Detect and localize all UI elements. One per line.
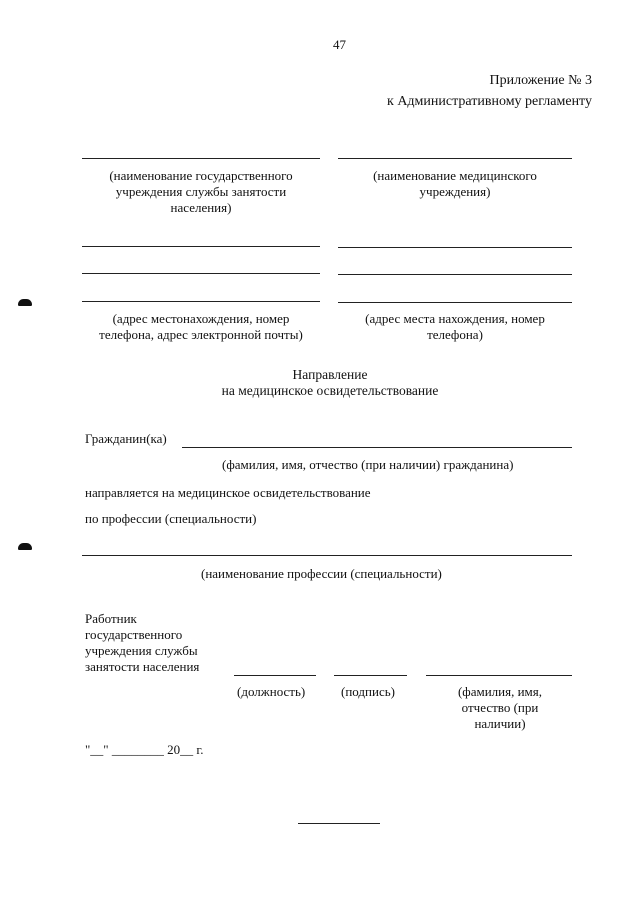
medical-institution-name-line[interactable]: [338, 158, 572, 159]
position-caption: (должность): [237, 684, 306, 699]
date-line[interactable]: "__" ________ 20__ г.: [85, 742, 204, 757]
profession-caption: (наименование профессии (специальности): [201, 566, 442, 581]
appendix-title: Приложение № 3: [489, 73, 592, 88]
medical-institution-address-line-3[interactable]: [338, 302, 572, 303]
medical-institution-name-caption: (наименование медицинского учреждения): [373, 168, 537, 199]
medical-institution-address-line-2[interactable]: [338, 274, 572, 275]
punch-hole-top: [18, 299, 32, 306]
appendix-subtitle: к Административному регламенту: [387, 94, 592, 109]
bottom-divider: [298, 823, 380, 824]
medical-institution-address-line-1[interactable]: [338, 247, 572, 248]
employment-service-address-line-3[interactable]: [82, 301, 320, 302]
employment-service-address-line-2[interactable]: [82, 273, 320, 274]
citizen-name-caption: (фамилия, имя, отчество (при наличии) гражданина): [222, 457, 514, 472]
citizen-label: Гражданин(ка): [85, 431, 167, 446]
citizen-name-line[interactable]: [182, 447, 572, 448]
position-line[interactable]: [234, 675, 316, 676]
worker-name-line[interactable]: [426, 675, 572, 676]
worker-name-caption: (фамилия, имя, отчество (при наличии): [457, 684, 543, 731]
employment-service-name-line[interactable]: [82, 158, 320, 159]
employment-service-address-caption: (адрес местонахождения, номер телефона, адрес электронной почты): [99, 311, 303, 342]
profession-label: по профессии (специальности): [85, 511, 257, 526]
referral-text: направляется на медицинское освидетельствование: [85, 485, 371, 500]
medical-institution-address-caption: (адрес места нахождения, номер телефона): [365, 311, 545, 342]
signature-caption: (подпись): [341, 684, 395, 699]
punch-hole-bottom: [18, 543, 32, 550]
page-number: 47: [333, 37, 346, 52]
profession-line[interactable]: [82, 555, 572, 556]
document-title: Направление на медицинское освидетельствование: [221, 367, 439, 398]
signature-line[interactable]: [334, 675, 407, 676]
employment-service-name-caption: (наименование государственного учреждения службы занятости населения): [109, 168, 293, 215]
worker-label: Работник государственного учреждения службы занятости населения: [85, 611, 200, 674]
employment-service-address-line-1[interactable]: [82, 246, 320, 247]
